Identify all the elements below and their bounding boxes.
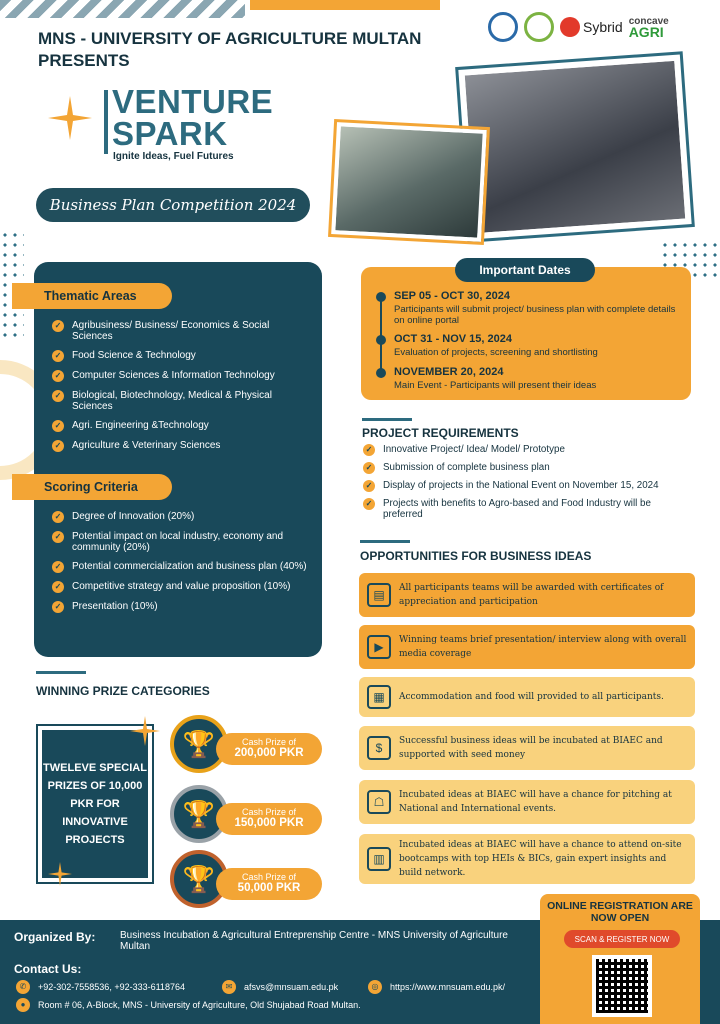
list-item: ✓ Innovative Project/ Idea/ Model/ Prototype xyxy=(363,444,693,456)
contact-address: ● Room # 06, A-Block, MNS - University of Agriculture, Old Shujabad Road Multan. xyxy=(16,998,361,1012)
check-icon: ✓ xyxy=(363,462,375,474)
check-icon: ✓ xyxy=(363,498,375,510)
registration-title: ONLINE REGISTRATION ARE NOW OPEN xyxy=(547,900,693,924)
list-item: ✓ Biological, Biotechnology, Medical & Physical Sciences xyxy=(52,390,308,412)
top-stripe-decoration xyxy=(0,0,245,18)
timeline-dot xyxy=(376,292,386,302)
partner-logos xyxy=(488,10,720,44)
scan-register-button[interactable]: SCAN & REGISTER NOW xyxy=(564,930,680,948)
university-seal-icon xyxy=(488,12,518,42)
phone-icon: ✆ xyxy=(16,980,30,994)
gold-trophy-icon: 🏆 xyxy=(170,715,228,773)
event-photo-stall xyxy=(331,122,487,242)
certificate-icon: ▤ xyxy=(367,583,391,607)
thematic-areas-list xyxy=(52,320,308,460)
contact-us-label: Contact Us: xyxy=(14,962,82,976)
list-item: ✓ Agribusiness/ Business/ Economics & Social Sciences xyxy=(52,320,308,342)
list-item: ✓ Food Science & Technology xyxy=(52,350,308,362)
section-rule xyxy=(36,671,86,674)
biaec-logo-icon xyxy=(524,12,554,42)
second-prize: Cash Prize of 150,000 PKR xyxy=(216,803,322,835)
list-item: ✓ Agriculture & Veterinary Sciences xyxy=(52,440,308,452)
opportunities-heading: OPPORTUNITIES FOR BUSINESS IDEAS xyxy=(360,549,592,563)
sparkle-icon xyxy=(48,862,72,886)
brand-bar xyxy=(104,90,108,154)
organized-by-label: Organized By: xyxy=(14,930,96,944)
special-prizes-text: TWELEVE SPECIAL PRIZES OF 10,000 PKR FOR INNOVATIVE PROJECTS xyxy=(43,762,147,846)
check-icon: ✓ xyxy=(52,320,64,332)
globe-icon: ◎ xyxy=(368,980,382,994)
silver-trophy-icon: 🏆 xyxy=(170,785,228,843)
check-icon: ✓ xyxy=(52,350,64,362)
section-rule xyxy=(362,418,412,421)
opportunity-item: $ Successful business ideas will be incubated at BIAEC and supported with seed money xyxy=(359,726,695,770)
opportunity-item: ▤ All participants teams will be awarded with certificates of appreciation and participation xyxy=(359,573,695,617)
date-item: SEP 05 - OCT 30, 2024 Participants will submit project/ business plan with complete details on online portal xyxy=(376,290,686,326)
location-pin-icon: ● xyxy=(16,998,30,1012)
third-prize: Cash Prize of 50,000 PKR xyxy=(216,868,322,900)
check-icon: ✓ xyxy=(363,480,375,492)
special-prizes-box xyxy=(38,726,152,882)
list-item: ✓ Potential impact on local industry, economy and community (20%) xyxy=(52,531,314,553)
winning-prizes-heading: WINNING PRIZE CATEGORIES xyxy=(36,684,210,698)
check-icon: ✓ xyxy=(52,561,64,573)
page-title: MNS - UNIVERSITY OF AGRICULTURE MULTAN PRESENTS xyxy=(38,29,422,70)
sparkle-icon xyxy=(130,716,160,746)
sybrid-logo-icon: Sybrid xyxy=(560,17,623,37)
list-item: ✓ Potential commercialization and business plan (40%) xyxy=(52,561,314,573)
contact-email[interactable]: ✉ afsvs@mnsuam.edu.pk xyxy=(222,980,338,994)
check-icon: ✓ xyxy=(52,581,64,593)
media-presentation-icon: ▶ xyxy=(367,635,391,659)
event-photo-ceremony xyxy=(458,54,691,239)
timeline-dot xyxy=(376,368,386,378)
list-item: ✓ Degree of Innovation (20%) xyxy=(52,511,314,523)
email-icon: ✉ xyxy=(222,980,236,994)
opportunity-item: ▥ Incubated ideas at BIAEC will have a chance to attend on-site bootcamps with top HEIs & BICs, gain expert insights and build network. xyxy=(359,834,695,884)
check-icon: ✓ xyxy=(52,370,64,382)
thematic-areas-heading: Thematic Areas xyxy=(12,283,172,309)
check-icon: ✓ xyxy=(52,511,64,523)
bronze-trophy-icon: 🏆 xyxy=(170,850,228,908)
list-item: ✓ Competitive strategy and value proposition (10%) xyxy=(52,581,314,593)
first-prize: Cash Prize of 200,000 PKR xyxy=(216,733,322,765)
list-item: ✓ Presentation (10%) xyxy=(52,601,314,613)
section-rule xyxy=(360,540,410,543)
date-item: OCT 31 - NOV 15, 2024 Evaluation of projects, screening and shortlisting xyxy=(376,333,686,358)
check-icon: ✓ xyxy=(52,601,64,613)
building-icon: ▦ xyxy=(367,685,391,709)
list-item: ✓ Computer Sciences & Information Technology xyxy=(52,370,308,382)
list-item: ✓ Projects with benefits to Agro-based and Food Industry will be preferred xyxy=(363,498,693,520)
brand-line-1: VENTURE xyxy=(112,83,274,120)
contact-phone: ✆ +92-302-7558536, +92-333-6118764 xyxy=(16,980,185,994)
project-requirements-heading: PROJECT REQUIREMENTS xyxy=(362,426,519,440)
check-icon: ✓ xyxy=(363,444,375,456)
opportunity-item: ☖ Incubated ideas at BIAEC will have a chance for pitching at National and International events. xyxy=(359,780,695,824)
sparkle-icon xyxy=(48,96,92,140)
contact-website[interactable]: ◎ https://www.mnsuam.edu.pk/ xyxy=(368,980,505,994)
concave-agri-logo-icon: concave AGRI xyxy=(628,16,669,40)
list-item: ✓ Display of projects in the National Event on November 15, 2024 xyxy=(363,480,693,492)
brand-logo xyxy=(112,83,274,152)
check-icon: ✓ xyxy=(52,531,64,543)
check-icon: ✓ xyxy=(52,420,64,432)
organizer-name: Business Incubation & Agricultural Entreprenship Centre - MNS University of Agriculture Multan xyxy=(120,930,508,952)
top-bar-decoration xyxy=(250,0,440,10)
date-item: NOVEMBER 20, 2024 Main Event - Participants will present their ideas xyxy=(376,366,686,391)
important-dates-heading: Important Dates xyxy=(455,258,595,282)
qr-code-icon[interactable] xyxy=(592,955,652,1017)
rocket-seed-money-icon: $ xyxy=(367,736,391,760)
project-requirements-list xyxy=(363,444,693,526)
check-icon: ✓ xyxy=(52,390,64,402)
timeline-dot xyxy=(376,335,386,345)
list-item: ✓ Agri. Engineering &Technology xyxy=(52,420,308,432)
scoring-criteria-heading: Scoring Criteria xyxy=(12,474,172,500)
check-icon: ✓ xyxy=(52,440,64,452)
scoring-criteria-list xyxy=(52,511,314,621)
list-item: ✓ Submission of complete business plan xyxy=(363,462,693,474)
brand-line-2: SPARK xyxy=(112,115,228,152)
brand-tagline: Ignite Ideas, Fuel Futures xyxy=(113,151,234,162)
pitching-icon: ☖ xyxy=(367,790,391,814)
competition-title: Business Plan Competition 2024 xyxy=(36,188,310,222)
opportunity-item: ▶ Winning teams brief presentation/ interview along with overall media coverage xyxy=(359,625,695,669)
opportunity-item: ▦ Accommodation and food will provided to all participants. xyxy=(359,677,695,717)
bootcamp-icon: ▥ xyxy=(367,847,391,871)
